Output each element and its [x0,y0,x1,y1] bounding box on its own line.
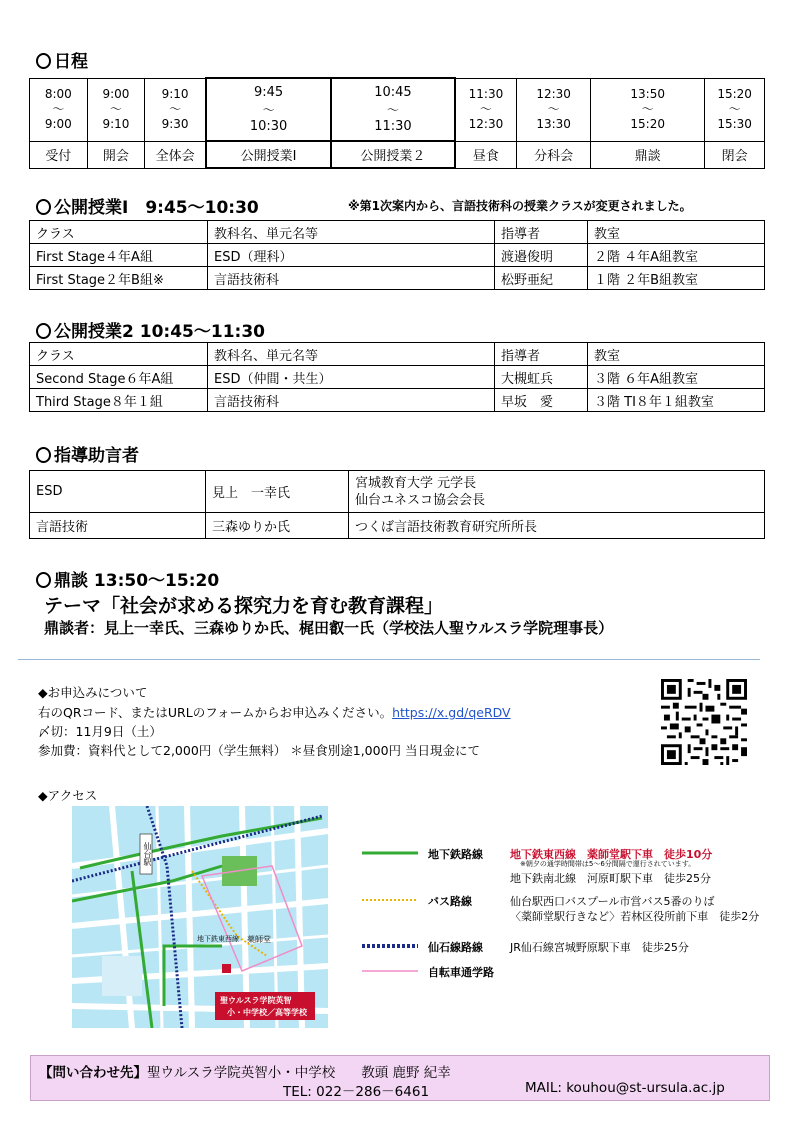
schedule-label-cell: 公開授業Ⅰ [206,141,331,168]
cell-advisor-name: 見上 一幸氏 [206,471,349,513]
table-row [30,366,765,389]
legend-kind-subway: 地下鉄路線 [428,848,483,861]
schedule-time-cell: 13:50 ～ 15:20 [591,78,705,141]
header-class: クラス [30,343,208,366]
map-label-sendai: 仙台駅 [143,842,152,866]
circle-bullet-icon [36,53,51,69]
table-row [30,389,765,412]
lesson1-change-note: ※第1次案内から、言語技術科の授業クラスが変更されました。 [348,199,692,213]
header-teacher: 指導者 [495,221,588,244]
schedule-time-cell: 9:10 ～ 9:30 [145,78,206,141]
circle-bullet-icon [36,447,51,463]
contact-tel: TEL: 022－286－6461 [283,1084,430,1100]
section-divider [18,659,760,660]
header-class: クラス [30,221,208,244]
access-title: ◆アクセス [38,788,98,803]
legend-bus-line1: 仙台駅西口バスプール市営バス5番のりば [510,895,715,908]
header-room: 教室 [588,221,765,244]
qr-code-icon[interactable] [661,679,747,765]
legend-kind-senseki: 仙石線路線 [428,941,483,954]
cell-class: Second Stage６年A組 [30,366,208,389]
schedule-time-cell: 9:00 ～ 9:10 [87,78,145,141]
legend-subway-line2: 地下鉄南北線 河原町駅下車 徒歩25分 [510,872,711,885]
map-label-yakushido: 薬師堂 [247,935,271,944]
contact-school: 聖ウルスラ学院英智小・中学校 [147,1065,336,1081]
cell-teacher: 渡邉俊明 [495,244,588,267]
cell-room: ２階 ４年A組教室 [588,244,765,267]
map-label-tozai: 地下鉄東西線 [197,935,239,943]
contact-person: 教頭 鹿野 紀幸 [361,1065,451,1081]
lesson2-heading: 公開授業2 10:45～11:30 [36,317,265,342]
circle-bullet-icon [36,323,51,339]
advisor-title-line: 宮城教育大学 元学長 [355,475,477,491]
circle-bullet-icon [36,572,51,588]
schedule-label-cell: 閉会 [705,141,765,168]
cell-field: ESD [30,471,206,513]
cell-teacher: 松野亜紀 [495,267,588,290]
teidan-panelists: 鼎談者：見上一幸氏、三森ゆりか氏、梶田叡一氏（学校法人聖ウルスラ学院理事長） [44,619,614,637]
cell-room: ３階 TⅠ８年１組教室 [588,389,765,412]
cell-teacher: 早坂 愛 [495,389,588,412]
cell-subject: ESD（理科） [208,244,495,267]
legend-subway-note: ※朝夕の通学時間帯は5～6分間隔で運行されています。 [520,860,696,868]
contact-mail: MAIL: kouhou@st-ursula.ac.jp [525,1080,725,1096]
apply-instructions [38,703,511,721]
legend-subway-line1: 地下鉄東西線 薬師堂駅下車 徒歩10分 [510,848,713,861]
cell-room: １階 ２年B組教室 [588,267,765,290]
cell-advisor-title: つくば言語技術教育研究所所長 [349,513,765,539]
contact-label: 【問い合わせ先】 [39,1065,147,1081]
header-teacher: 指導者 [495,343,588,366]
legend-kind-bicycle: 自転車通学路 [428,966,494,979]
schedule-label-cell: 全体会 [145,141,206,168]
lesson1-heading: 公開授業Ⅰ 9:45～10:30 [36,193,259,218]
teidan-heading: 鼎談 13:50～15:20 [36,566,219,591]
schedule-label-cell: 開会 [87,141,145,168]
cell-class: First Stage２年B組※ [30,267,208,290]
lesson2-table [29,342,765,412]
schedule-heading: 日程 [36,47,88,72]
schedule-label-cell: 分科会 [517,141,591,168]
schedule-label-cell: 受付 [30,141,88,168]
schedule-time-cell: 12:30 ～ 13:30 [517,78,591,141]
apply-deadline: 〆切：11月9日（土） [38,724,162,739]
cell-subject: ESD（仲間・共生） [208,366,495,389]
header-subject: 教科名、単元名等 [208,343,495,366]
map-legend-lines [360,846,420,976]
teidan-theme: テーマ「社会が求める探究力を育む教育課程」 [44,595,444,617]
circle-bullet-icon [36,199,51,215]
advisors-heading: 指導助言者 [36,441,139,466]
cell-teacher: 大槻虹兵 [495,366,588,389]
advisors-table [29,470,765,539]
schedule-time-cell: 15:20 ～ 15:30 [705,78,765,141]
cell-room: ３階 ６年A組教室 [588,366,765,389]
schedule-label-cell: 鼎談 [591,141,705,168]
schedule-label-cell: 昼食 [455,141,517,168]
schedule-time-cell: 11:30 ～ 12:30 [455,78,517,141]
contact-box [30,1055,770,1101]
schedule-time-cell: 10:45 ～ 11:30 [331,78,454,141]
legend-kind-bus: バス路線 [428,895,472,908]
map-label-school2: 小・中学校／高等学校 [227,1008,307,1017]
table-row [30,471,765,513]
header-room: 教室 [588,343,765,366]
schedule-table [29,77,765,169]
cell-field: 言語技術 [30,513,206,539]
cell-class: First Stage４年A組 [30,244,208,267]
cell-advisor-name: 三森ゆりか氏 [206,513,349,539]
map-label-school1: 聖ウルスラ学院英智 [220,996,292,1005]
lesson1-table [29,220,765,290]
schedule-time-cell: 8:00 ～ 9:00 [30,78,88,141]
advisor-title-line: 仙台ユネスコ協会会長 [355,492,486,508]
table-row [30,244,765,267]
cell-advisor-title [349,471,765,513]
table-row [30,267,765,290]
apply-url-link[interactable]: https://x.gd/qeRDV [392,705,511,720]
schedule-time-cell: 9:45 ～ 10:30 [206,78,331,141]
access-map [72,806,328,1028]
apply-fee: 参加費：資料代として2,000円（学生無料） ＊昼食別途1,000円 当日現金にて [38,743,481,758]
cell-subject: 言語技術科 [208,389,495,412]
cell-class: Third Stage８年１組 [30,389,208,412]
cell-subject: 言語技術科 [208,267,495,290]
schedule-label-cell: 公開授業２ [331,141,454,168]
contact-line1 [39,1061,451,1081]
legend-senseki-line1: JR仙石線宮城野原駅下車 徒歩25分 [510,941,689,954]
table-row [30,513,765,539]
apply-text: 右のQRコード、またはURLのフォームからお申込みください。 [38,705,393,720]
legend-bus-line2: 〈薬師堂駅行きなど〉若林区役所前下車 徒歩2分 [510,910,760,923]
apply-title: ◆お申込みについて [38,685,148,700]
header-subject: 教科名、単元名等 [208,221,495,244]
